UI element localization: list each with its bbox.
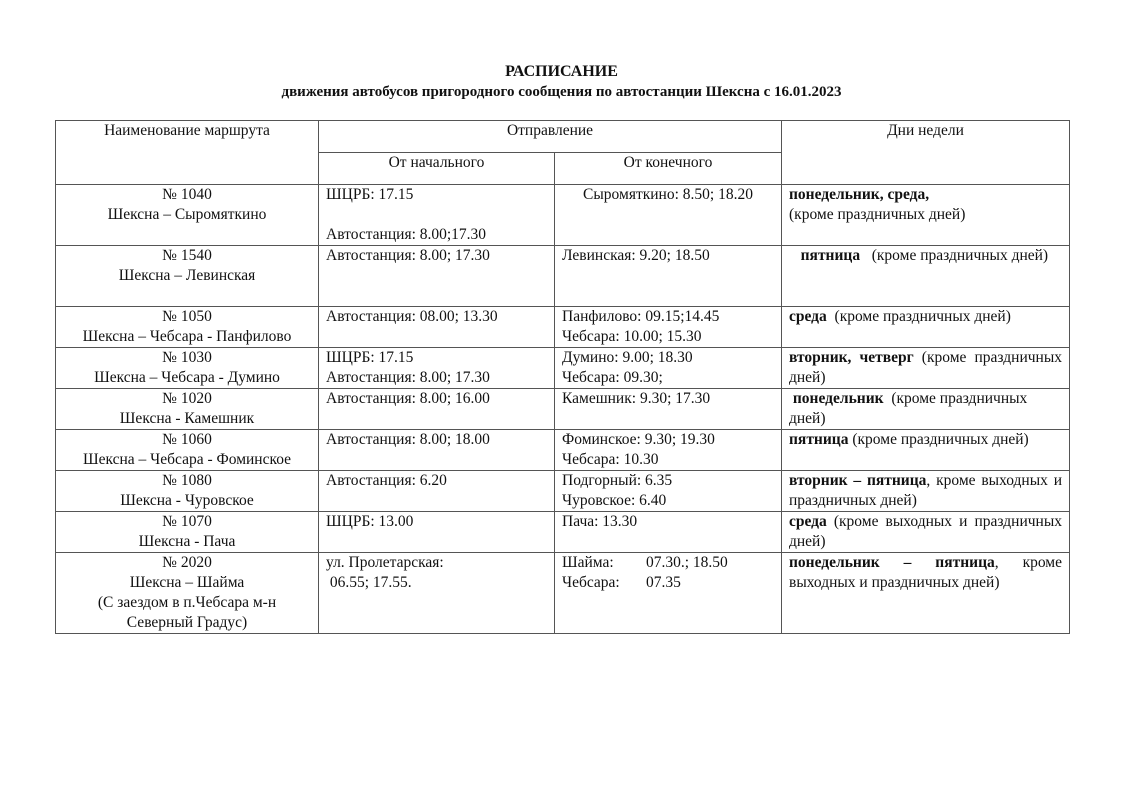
table-row [56, 512, 1070, 553]
start-cell [319, 512, 555, 553]
days-note: (кроме праздничных дней) [871, 247, 1049, 264]
route-number: № 2020 [162, 554, 212, 571]
header-from-start: От начального [319, 153, 555, 185]
end-cell [555, 348, 782, 389]
end-time: Чебсара: 10.30 [562, 451, 659, 468]
days-note: , кроме выходных и праздничных дней) [789, 554, 1062, 591]
end-time: Левинская: 9.20; 18.50 [562, 247, 710, 264]
end-cell [555, 471, 782, 512]
route-number: № 1540 [162, 247, 212, 264]
route-name: Шексна - Пача [138, 533, 236, 550]
start-time: ШЦРБ: 17.15 [326, 349, 414, 366]
table-row [56, 185, 1070, 246]
end-cell [555, 553, 782, 634]
end-time: Чебсара: 10.00; 15.30 [562, 328, 702, 345]
route-name: Шексна - Чуровское [120, 492, 254, 509]
days-bold: понедельник – пятница [789, 554, 995, 571]
route-cell [56, 512, 319, 553]
route-cell [56, 471, 319, 512]
schedule-table [55, 120, 1070, 634]
start-time: ШЦРБ: 13.00 [326, 513, 414, 530]
end-time: 07.35 [646, 574, 681, 591]
end-time: Сыромяткино: 8.50; 18.20 [583, 186, 753, 203]
route-number: № 1060 [162, 431, 212, 448]
days-cell [782, 348, 1070, 389]
header-route: Наименование маршрута [56, 121, 319, 185]
header-departure: Отправление [319, 121, 782, 153]
days-cell [782, 246, 1070, 307]
days-cell [782, 553, 1070, 634]
start-time: Автостанция: 6.20 [326, 472, 447, 489]
route-name: Шексна - Камешник [119, 410, 255, 427]
days-note: , кроме выходных и праздничных дней) [789, 472, 1063, 509]
header-days: Дни недели [782, 121, 1070, 185]
route-name: Шексна – Чебсара - Фоминское [82, 451, 292, 468]
end-cell [555, 185, 782, 246]
start-cell [319, 348, 555, 389]
days-note: (кроме праздничных дней) [834, 308, 1011, 325]
end-cell [555, 512, 782, 553]
table-row [56, 389, 1070, 430]
days-cell [782, 307, 1070, 348]
start-cell [319, 389, 555, 430]
end-time: Чуровское: 6.40 [562, 492, 667, 509]
table-row [56, 348, 1070, 389]
start-time: Автостанция: 8.00;17.30 [326, 226, 487, 243]
days-bold: понедельник, среда, [789, 186, 930, 203]
start-time: Автостанция: 08.00; 13.30 [326, 308, 498, 325]
route-cell [56, 348, 319, 389]
days-cell [782, 185, 1070, 246]
days-cell [782, 389, 1070, 430]
start-time: ШЦРБ: 17.15 [326, 186, 414, 203]
days-bold: пятница [789, 431, 849, 448]
end-place: Чебсара: [562, 574, 620, 591]
end-time: Панфилово: 09.15;14.45 [562, 308, 720, 325]
start-cell [319, 553, 555, 634]
route-cell [56, 185, 319, 246]
route-name: Шексна – Левинская [118, 267, 256, 284]
route-name: Шексна – Чебсара - Панфилово [82, 328, 292, 345]
days-cell [782, 471, 1070, 512]
table-row [56, 471, 1070, 512]
days-note: (кроме праздничных дней) [789, 390, 1028, 427]
title-main: РАСПИСАНИЕ [505, 63, 618, 80]
days-bold: вторник – пятница [789, 472, 927, 489]
days-bold: пятница [800, 247, 861, 264]
header-from-end: От конечного [555, 153, 782, 185]
route-number: № 1030 [162, 349, 212, 366]
end-time: Камешник: 9.30; 17.30 [562, 390, 711, 407]
start-cell [319, 246, 555, 307]
end-time: Чебсара: 09.30; [562, 369, 663, 386]
end-time: 07.30.; 18.50 [646, 554, 728, 571]
days-bold: среда [789, 513, 827, 530]
route-number: № 1040 [162, 186, 212, 203]
days-cell [782, 512, 1070, 553]
end-cell [555, 307, 782, 348]
days-bold: среда [789, 308, 827, 325]
days-note: (кроме праздничных дней) [789, 206, 966, 223]
start-cell [319, 430, 555, 471]
route-name: Шексна – Чебсара - Думино [94, 369, 280, 386]
document-title [0, 62, 1123, 102]
table-row [56, 307, 1070, 348]
table-row [56, 430, 1070, 471]
start-time: Автостанция: 8.00; 16.00 [326, 390, 490, 407]
route-name: Шексна – Шайма [129, 574, 245, 591]
route-cell [56, 553, 319, 634]
route-cell [56, 389, 319, 430]
route-number: № 1070 [162, 513, 212, 530]
route-name: Шексна – Сыромяткино [107, 206, 267, 223]
end-time: Подгорный: 6.35 [562, 472, 673, 489]
start-time: Автостанция: 8.00; 17.30 [326, 247, 490, 264]
start-cell [319, 471, 555, 512]
end-cell [555, 389, 782, 430]
days-note: (кроме выходных и праздничных дней) [789, 513, 1063, 550]
days-bold: понедельник [792, 390, 884, 407]
days-note: (кроме праздничных дней) [852, 431, 1029, 448]
end-place: Шайма: [562, 554, 614, 571]
end-time: Думино: 9.00; 18.30 [562, 349, 693, 366]
end-time: Пача: 13.30 [562, 513, 638, 530]
start-time: Автостанция: 8.00; 18.00 [326, 431, 490, 448]
start-cell [319, 185, 555, 246]
route-cell [56, 430, 319, 471]
table-row [56, 553, 1070, 634]
title-subtitle: движения автобусов пригородного сообщения по автостанции Шексна с 16.01.2023 [281, 84, 842, 100]
route-note: (С заездом в п.Чебсара м-н Северный Градус) [97, 594, 277, 631]
route-number: № 1020 [162, 390, 212, 407]
route-cell [56, 246, 319, 307]
route-cell [56, 307, 319, 348]
start-time: Автостанция: 8.00; 17.30 [326, 369, 490, 386]
table-row [56, 246, 1070, 307]
route-number: № 1080 [162, 472, 212, 489]
end-time: Фоминское: 9.30; 19.30 [562, 431, 715, 448]
start-time: ул. Пролетарская: [326, 554, 444, 571]
end-cell [555, 430, 782, 471]
end-cell [555, 246, 782, 307]
days-note: (кроме праздничных дней) [789, 349, 1062, 386]
route-number: № 1050 [162, 308, 212, 325]
start-cell [319, 307, 555, 348]
days-bold: вторник, четверг [789, 349, 914, 366]
days-cell [782, 430, 1070, 471]
start-time: 06.55; 17.55. [326, 574, 412, 591]
